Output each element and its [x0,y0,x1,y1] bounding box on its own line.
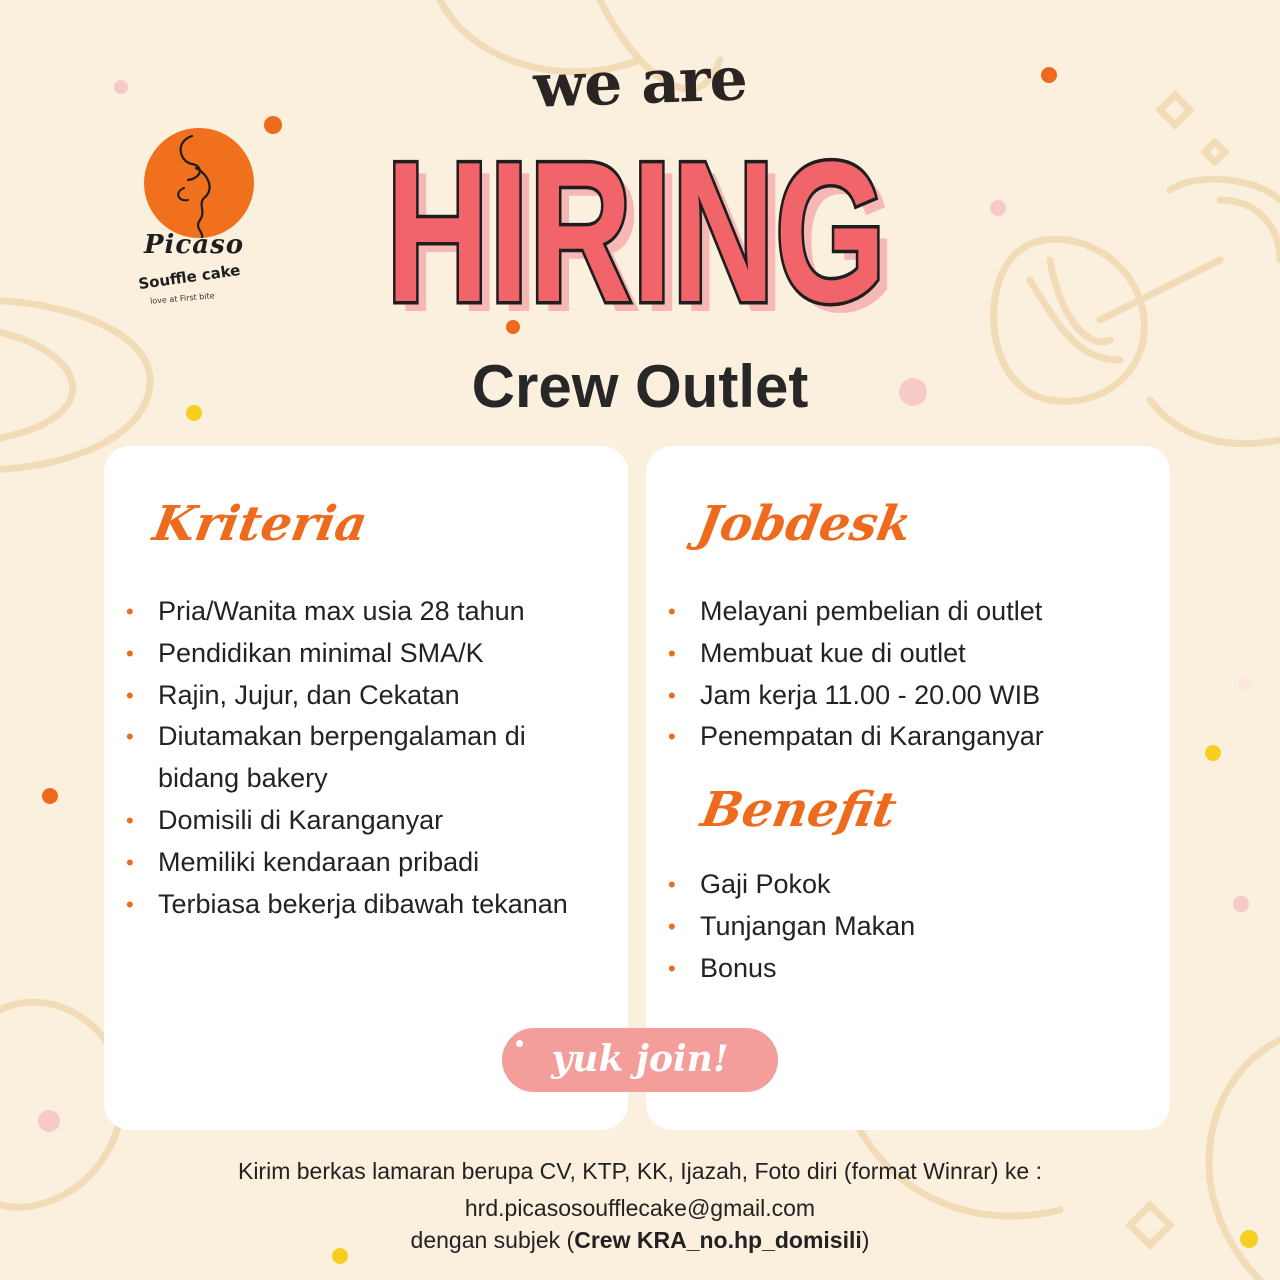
benefit-item [668,948,1148,990]
bullet-icon: • [126,599,134,624]
bullet-icon: • [126,807,134,833]
kriteria-item-text: Terbiasa bekerja dibawah tekanan [158,888,568,919]
join-sparkle-icon [516,1040,523,1047]
headline-hiring [370,115,910,335]
bullet-icon: • [126,849,134,875]
bullet-icon: • [668,872,676,897]
benefit-item [668,864,1148,906]
kriteria-item-text: Domisili di Karanganyar [158,804,444,835]
bullet-icon: • [126,724,134,750]
subject-suffix: ) [861,1227,870,1253]
email-subject-line [140,1227,1140,1254]
kriteria-item-text: Pria/Wanita max usia 28 tahun [158,596,525,626]
decor-dot [1238,677,1252,691]
jobdesk-item-text: Penempatan di Karanganyar [700,721,1044,752]
jobdesk-item-text: Membuat kue di outlet [700,637,966,668]
benefit-item [668,906,1148,948]
kriteria-item [126,716,596,800]
bullet-icon: • [668,682,676,708]
jobdesk-item-text: Jam kerja 11.00 - 20.00 WIB [700,679,1041,710]
bullet-icon: • [668,955,676,981]
kriteria-list [126,591,596,925]
kriteria-item [126,633,596,675]
application-instructions: Kirim berkas lamaran berupa CV, KTP, KK, Ijazah, Foto diri (format Winrar) ke : [237,1158,1042,1184]
bullet-icon: • [668,599,676,624]
benefit-heading: Benefit [697,782,901,838]
hiring-shadow: HIRING [396,131,896,335]
decor-dot [114,80,128,94]
kriteria-item-text: Pendidikan minimal SMA/K [158,637,484,668]
benefit-list [668,864,1148,989]
kriteria-item [126,842,596,884]
decor-dot [1205,745,1221,761]
bullet-icon: • [126,682,134,708]
contact-email[interactable]: hrd.picasosoufflecake@gmail.com [464,1195,816,1221]
join-button-label: yuk join! [551,1038,729,1080]
kriteria-item-text: Rajin, Jujur, dan Cekatan [158,679,460,710]
logo-face-icon [144,128,254,238]
kriteria-item [126,675,596,717]
bullet-icon: • [126,891,134,917]
jobdesk-list [668,591,1148,758]
decor-dot [899,378,927,406]
kriteria-item [126,800,596,842]
brand-logo [130,128,270,318]
kriteria-item-text: Diutamakan berpengalaman di bidang bakery [158,721,526,794]
decor-dot [1240,1230,1258,1248]
benefit-item-text: Bonus [700,952,777,983]
decor-dot [38,1110,60,1132]
brand-subname: Souffle cake [137,260,242,294]
hiring-text: HIRING [386,121,886,335]
bullet-icon: • [668,913,676,939]
headline-we-are: we are [532,44,748,122]
decor-dot [990,200,1006,216]
kriteria-heading: Kriteria [149,496,372,552]
kriteria-item [126,884,596,926]
jobdesk-item-text: Melayani pembelian di outlet [700,596,1043,626]
jobdesk-item [668,633,1148,675]
bullet-icon: • [668,724,676,750]
subject-prefix: dengan subjek ( [410,1227,575,1253]
benefit-item-text: Gaji Pokok [700,869,831,899]
jobdesk-heading: Jobdesk [693,496,916,552]
brand-name: Picaso [144,230,245,260]
position-title: Crew Outlet [471,353,809,420]
decor-dot [186,405,202,421]
kriteria-item [126,591,596,633]
join-button[interactable] [502,1028,778,1092]
decor-dot [1233,896,1249,912]
jobdesk-item [668,675,1148,717]
decor-dot [42,788,58,804]
email-subject: Crew KRA_no.hp_domisili [574,1227,862,1253]
jobdesk-item [668,591,1148,633]
benefit-item-text: Tunjangan Makan [700,910,916,941]
decor-dot [1041,67,1057,83]
jobdesk-item [668,716,1148,758]
kriteria-item-text: Memiliki kendaraan pribadi [158,846,480,877]
bullet-icon: • [668,640,676,666]
brand-tagline: love at First bite [149,291,215,306]
bullet-icon: • [126,640,134,666]
